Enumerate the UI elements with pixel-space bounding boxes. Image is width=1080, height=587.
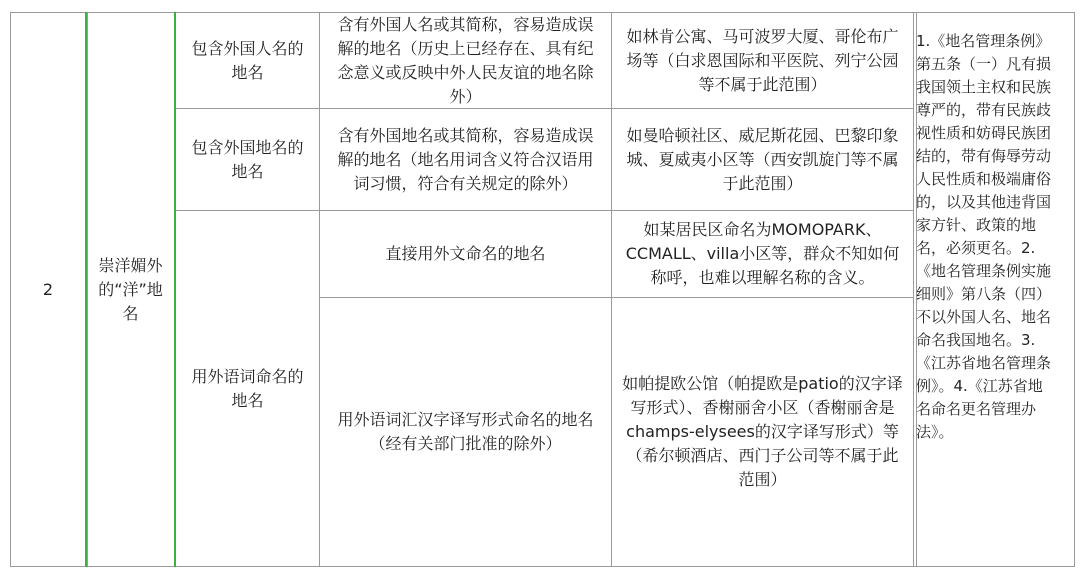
rule-text: 含有外国人名或其简称，容易造成误解的地名（历史上已经存在、具有纪念意义或反映中外人民友谊的地名除外） [337,14,594,106]
example-text: 如曼哈顿社区、威尼斯花园、巴黎印象城、夏威夷小区等（西安凯旋门等不属于此范围） [626,125,899,193]
rule-cell [320,298,611,566]
table-rule-right [1074,12,1075,567]
group-name-cell [176,109,319,210]
group-name-cell [176,13,319,108]
category-cell [87,13,174,566]
row-number [11,13,85,566]
group-name: 包含外国地名的地名 [191,137,304,181]
table-rule [913,12,914,567]
row-number-text: 2 [42,279,54,299]
rule-cell [320,13,611,108]
example-text: 如某居民区命名为MOMOPARK、CCMALL、villa小区等，群众不知如何称呼，也难以理解名称的含义。 [625,220,900,287]
rule-text: 直接用外文命名的地名 [385,244,546,263]
example-cell [612,298,913,566]
legal-basis-text: 1.《地名管理条例》第五条（一）凡有损我国领土主权和民族尊严的，带有民族歧视性质和妨碍民族团结的，带有侮辱劳动人民性质和极端庸俗的，以及其他违背国家方针、政策的地名，必须更名。2.《地名管理条例实施细则》第八条（四）不以外国人名、地名命名我国地名。3.《江苏省地名管理条例》。4.《江苏省地名命名更名管理办法》。 [916,32,1052,441]
example-cell [612,13,913,108]
rule-text: 用外语词汇汉字译写形式命名的地名（经有关部门批准的除外） [337,410,594,453]
example-text: 如帕提欧公馆（帕提欧是patio的汉字译写形式）、香榭丽舍小区（香榭丽舍是champs-elysees的汉字译写形式）等（希尔顿酒店、西门子公司等不属于此范围） [622,374,903,489]
example-cell [612,109,913,210]
category-text: 崇洋媚外的“洋”地名 [98,255,163,323]
example-text: 如林肯公寓、马可波罗大厦、哥伦布广场等（白求恩国际和平医院、列宁公园等不属于此范围） [626,26,899,94]
rule-cell [320,211,611,297]
rule-text: 含有外国地名或其简称，容易造成误解的地名（地名用词含义符合汉语用词习惯，符合有关规定的除外） [337,125,594,193]
example-cell [612,211,913,297]
group-name-cell [176,211,319,566]
group-name: 包含外国人名的地名 [191,38,304,82]
group-name: 用外语词命名的地名 [191,366,304,410]
rule-cell [320,109,611,210]
